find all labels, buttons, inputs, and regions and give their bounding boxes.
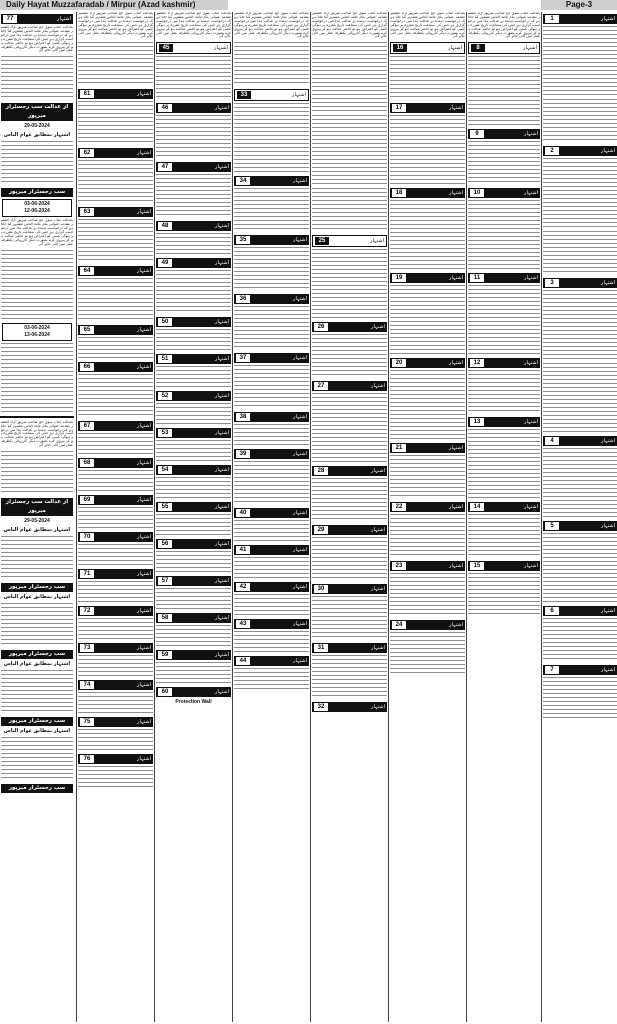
ad-number-bar: 64 اشتہار xyxy=(78,266,153,276)
text-block xyxy=(543,363,617,433)
divider xyxy=(0,416,74,418)
text-block xyxy=(312,249,387,319)
ad-number-bar: 40 اشتہار xyxy=(234,508,309,518)
text-block xyxy=(312,115,387,185)
text-block xyxy=(156,174,231,218)
ad-number-bar: 10 اشتہار xyxy=(468,188,540,198)
ad-number-bar: 21 اشتہار xyxy=(390,443,465,453)
ad-number-bar: 44 اشتہار xyxy=(234,656,309,666)
ad-number-bar: 2 اشتہار xyxy=(543,146,617,156)
sub-registrar-heading: سب رجسٹرار میرپور xyxy=(1,717,73,726)
text-block xyxy=(390,56,465,100)
text-block xyxy=(156,440,231,462)
ad-number-bar: 17 اشتہار xyxy=(390,103,465,113)
ad-number-bar: 1 اشتہار xyxy=(543,14,617,24)
ad-number-bar: 59 اشتہار xyxy=(156,650,231,660)
text-block xyxy=(234,306,309,350)
text-block xyxy=(312,188,387,232)
text-block xyxy=(1,250,73,320)
text-block xyxy=(156,329,231,351)
text-block xyxy=(234,188,309,232)
newspaper-title: Daily Hayat Muzzafaradab / Mirpur (Azad kashmir) xyxy=(0,0,228,10)
ad-number-bar: 61 اشتہار xyxy=(78,89,153,99)
text-block xyxy=(78,766,153,788)
ad-number-bar: 65 اشتہار xyxy=(78,325,153,335)
text-block xyxy=(1,536,73,580)
ad-number-bar: 42 اشتہار xyxy=(234,582,309,592)
text-block xyxy=(468,514,540,558)
ad-number-bar: 71 اشتہار xyxy=(78,569,153,579)
text-block xyxy=(468,141,540,185)
ad-number-bar: 38 اشتہار xyxy=(234,412,309,422)
text-block xyxy=(78,581,153,603)
text-block xyxy=(234,631,309,653)
text-block xyxy=(78,219,153,263)
ad-number-bar: 11 اشتہار xyxy=(468,273,540,283)
ad-number-bar: 23 اشتہار xyxy=(390,561,465,571)
hearing-dates: 03-06-2024 13-06-2024 xyxy=(2,323,72,341)
ad-number-bar: 67 اشتہار xyxy=(78,421,153,431)
office-heading: اشتہار بمطابق عوام الناس xyxy=(3,728,71,735)
text-block xyxy=(234,424,309,446)
office-heading: اشتہار بمطابق عوام الناس xyxy=(3,661,71,668)
ad-number-bar: 63 اشتہار xyxy=(78,207,153,217)
ad-number-bar: 37 اشتہار xyxy=(234,353,309,363)
ad-number-bar: 28 اشتہار xyxy=(312,466,387,476)
text-block xyxy=(156,477,231,499)
text-block xyxy=(234,557,309,579)
text-block xyxy=(156,270,231,314)
text-block xyxy=(312,596,387,640)
column-4 xyxy=(232,12,310,1022)
text-block xyxy=(1,670,73,714)
ad-number-bar: 36 اشتہار xyxy=(234,294,309,304)
ad-number-bar: 24 اشتہار xyxy=(390,620,465,630)
text-block xyxy=(78,692,153,714)
text-block xyxy=(390,514,465,558)
text-block xyxy=(543,448,617,518)
court-heading: از عدالت سب رجسٹرار میرپور xyxy=(1,103,73,121)
text-block xyxy=(390,200,465,270)
text-block xyxy=(78,618,153,640)
date: 29-05-2024 xyxy=(24,518,50,525)
sub-registrar-heading: سب رجسٹرار میرپور xyxy=(1,650,73,659)
text-block xyxy=(1,737,73,781)
ad-number-bar: 45 اشتہار xyxy=(156,42,231,54)
text-block xyxy=(1,343,73,413)
date: 29-05-2024 xyxy=(24,123,50,130)
ad-number-bar: 22 اشتہار xyxy=(390,502,465,512)
ad-number-bar: 48 اشتہار xyxy=(156,221,231,231)
ad-number-bar: 57 اشتہار xyxy=(156,576,231,586)
ad-number-bar: 76 اشتہار xyxy=(78,754,153,764)
text-block xyxy=(390,632,465,676)
ad-number-bar: 69 اشتہار xyxy=(78,495,153,505)
text-block xyxy=(78,337,153,359)
text-block xyxy=(1,603,73,647)
text-block xyxy=(543,158,617,228)
text-block xyxy=(312,334,387,378)
text-block xyxy=(543,677,617,721)
text-block xyxy=(390,285,465,355)
text-block xyxy=(78,42,153,86)
text-block xyxy=(78,160,153,204)
ad-number-bar: 50 اشتہار xyxy=(156,317,231,327)
ad-number-bar: 8 اشتہار xyxy=(468,42,540,54)
ad-number-bar: 58 اشتہار xyxy=(156,613,231,623)
column-7 xyxy=(466,12,541,1022)
ad-text: بعدالت جناب سول جج صاحب میرپور آزاد کشمیر مقدمہ عنوانی بنام عامۃ الناس مشتہر کیا جاتا ہے کہ درخواست دہندہ نے عدالت ہذا میں درخواست گزاری ہے جس کی سماعت تاریخ مقررہ پر ہوگی کسی کو اعتراض ہو تو حاضر عدالت ہو کر پیروی کرے بصورت دیگر کارروائی یکطرفہ عمل میں لائی جائے گی xyxy=(78,12,153,39)
ad-number-bar: 6 اشتہار xyxy=(543,606,617,616)
ad-number-bar: 75 اشتہار xyxy=(78,717,153,727)
text-block xyxy=(468,56,540,126)
ad-number-bar: 18 اشتہار xyxy=(390,188,465,198)
ad-text: بعدالت جناب سول جج صاحب میرپور آزاد کشمیر مقدمہ عنوانی بنام عامۃ الناس مشتہر کیا جاتا ہے کہ درخواست دہندہ نے عدالت ہذا میں درخواست گزاری ہے جس کی سماعت تاریخ مقررہ پر ہوگی کسی کو اعتراض ہو تو حاضر عدالت ہو کر پیروی کرے بصورت دیگر کارروائی یکطرفہ عمل میں لائی جائے گی xyxy=(1,25,73,53)
ad-number-bar: 52 اشتہار xyxy=(156,391,231,401)
text-block xyxy=(312,537,387,581)
text-block xyxy=(78,507,153,529)
text-block xyxy=(156,551,231,573)
ad-number-bar: 20 اشتہار xyxy=(390,358,465,368)
ad-number-bar: 4 اشتہار xyxy=(543,436,617,446)
ad-number-bar: 51 اشتہار xyxy=(156,354,231,364)
ad-number-bar: 56 اشتہار xyxy=(156,539,231,549)
text-block xyxy=(1,141,73,185)
text-block xyxy=(156,366,231,388)
ad-number-bar: 34 اشتہار xyxy=(234,176,309,186)
office-heading: اشتہار بمطابق عوام الناس xyxy=(3,527,71,534)
column-5 xyxy=(310,12,388,1022)
text-block xyxy=(156,588,231,610)
ad-number-bar: 25 اشتہار xyxy=(312,235,387,247)
text-block xyxy=(543,290,617,360)
text-block xyxy=(390,115,465,185)
ad-number-bar: 35 اشتہار xyxy=(234,235,309,245)
text-block xyxy=(468,429,540,499)
ad-number-bar: 13 اشتہار xyxy=(468,417,540,427)
ad-number-bar: 43 اشتہار xyxy=(234,619,309,629)
text-block xyxy=(543,533,617,603)
ad-number-bar: 73 اشتہار xyxy=(78,643,153,653)
ad-number-bar: 5 اشتہار xyxy=(543,521,617,531)
text-block xyxy=(156,233,231,255)
english-phrase: Protection Wall xyxy=(175,699,212,706)
ad-number-bar: 33 اشتہار xyxy=(234,89,309,101)
ad-text: بعدالت جناب سول جج صاحب میرپور آزاد کشمیر مقدمہ عنوانی بنام عامۃ الناس مشتہر کیا جاتا ہے کہ درخواست دہندہ نے عدالت ہذا میں درخواست گزاری ہے جس کی سماعت تاریخ مقررہ پر ہوگی کسی کو اعتراض ہو تو حاضر عدالت ہو کر پیروی کرے بصورت دیگر کارروائی یکطرفہ عمل میں لائی جائے گی xyxy=(156,12,231,39)
text-block xyxy=(156,514,231,536)
text-block xyxy=(156,56,231,100)
ad-number-bar: 55 اشتہار xyxy=(156,502,231,512)
text-block xyxy=(543,231,617,275)
text-block xyxy=(312,655,387,699)
ad-number-bar: 31 اشتہار xyxy=(312,643,387,653)
ad-number-bar: 62 اشتہار xyxy=(78,148,153,158)
text-block xyxy=(156,625,231,647)
text-block xyxy=(543,99,617,143)
text-block xyxy=(468,285,540,355)
ad-number-bar: 15 اشتہار xyxy=(468,561,540,571)
text-block xyxy=(543,618,617,662)
ad-number-bar: 68 اشتہار xyxy=(78,458,153,468)
ad-number-bar: 30 اشتہار xyxy=(312,584,387,594)
ad-text: بعدالت جناب سول جج صاحب میرپور آزاد کشمیر مقدمہ عنوانی بنام عامۃ الناس مشتہر کیا جاتا ہے کہ درخواست دہندہ نے عدالت ہذا میں درخواست گزاری ہے جس کی سماعت تاریخ مقررہ پر ہوگی کسی کو اعتراض ہو تو حاضر عدالت ہو کر پیروی کرے بصورت دیگر کارروائی یکطرفہ عمل میں لائی جائے گی xyxy=(234,12,309,39)
ad-number-bar: 26 اشتہار xyxy=(312,322,387,332)
sub-registrar-heading: سب رجسٹرار میرپور xyxy=(1,583,73,592)
ad-number-bar: 77 اشتہار xyxy=(1,14,73,24)
text-block xyxy=(312,478,387,522)
text-block xyxy=(78,101,153,145)
text-block xyxy=(234,103,309,173)
text-block xyxy=(234,594,309,616)
text-block xyxy=(78,544,153,566)
column-2 xyxy=(76,12,154,1022)
ad-number-bar: 19 اشتہار xyxy=(390,273,465,283)
ad-number-bar: 66 اشتہار xyxy=(78,362,153,372)
text-block xyxy=(78,433,153,455)
ad-number-bar: 49 اشتہار xyxy=(156,258,231,268)
text-block xyxy=(390,573,465,617)
text-block xyxy=(156,115,231,159)
ad-number-bar: 72 اشتہار xyxy=(78,606,153,616)
text-block xyxy=(78,374,153,418)
text-block xyxy=(312,42,387,112)
ad-number-bar: 12 اشتہار xyxy=(468,358,540,368)
ad-number-bar: 47 اشتہار xyxy=(156,162,231,172)
ad-number-bar: 14 اشتہار xyxy=(468,502,540,512)
sub-registrar-heading: سب رجسٹرار میرپور xyxy=(1,784,73,793)
office-heading: اشتہار بمطابق عوام الناس xyxy=(3,132,71,139)
ad-number-bar: 54 اشتہار xyxy=(156,465,231,475)
ad-text: بعدالت جناب سول جج صاحب میرپور آزاد کشمیر مقدمہ عنوانی بنام عامۃ الناس مشتہر کیا جاتا ہے کہ درخواست دہندہ نے عدالت ہذا میں درخواست گزاری ہے جس کی سماعت تاریخ مقررہ پر ہوگی کسی کو اعتراض ہو تو حاضر عدالت ہو کر پیروی کرے بصورت دیگر کارروائی یکطرفہ عمل میں لائی جائے گی xyxy=(312,12,387,39)
text-block xyxy=(468,573,540,617)
ad-number-bar: 41 اشتہار xyxy=(234,545,309,555)
text-block xyxy=(78,729,153,751)
court-heading: از عدالت سب رجسٹرار میرپور xyxy=(1,498,73,516)
column-1 xyxy=(0,12,74,1022)
ad-number-bar: 27 اشتہار xyxy=(312,381,387,391)
ad-number-bar: 9 اشتہار xyxy=(468,129,540,139)
text-block xyxy=(234,668,309,690)
text-block xyxy=(234,247,309,291)
ad-number-bar: 32 اشتہار xyxy=(312,702,387,712)
column-3 xyxy=(154,12,232,1022)
ad-text: بعدالت جناب سول جج صاحب میرپور آزاد کشمیر مقدمہ عنوانی بنام عامۃ الناس مشتہر کیا جاتا ہے کہ درخواست دہندہ نے عدالت ہذا میں درخواست گزاری ہے جس کی سماعت تاریخ مقررہ پر ہوگی کسی کو اعتراض ہو تو حاضر عدالت ہو کر پیروی کرے بصورت دیگر کارروائی یکطرفہ عمل میں لائی جائے گی xyxy=(1,218,73,246)
text-block xyxy=(468,200,540,270)
ad-number-bar: 46 اشتہار xyxy=(156,103,231,113)
column-6 xyxy=(388,12,466,1022)
ad-text: بعدالت جناب سول جج صاحب میرپور آزاد کشمیر مقدمہ عنوانی بنام عامۃ الناس مشتہر کیا جاتا ہے کہ درخواست دہندہ نے عدالت ہذا میں درخواست گزاری ہے جس کی سماعت تاریخ مقررہ پر ہوگی کسی کو اعتراض ہو تو حاضر عدالت ہو کر پیروی کرے بصورت دیگر کارروائی یکطرفہ عمل میں لائی جائے گی xyxy=(390,12,465,39)
ad-number-bar: 60 اشتہار xyxy=(156,687,231,697)
text-block xyxy=(156,662,231,684)
ad-number-bar: 7 اشتہار xyxy=(543,665,617,675)
ad-number-bar: 70 اشتہار xyxy=(78,532,153,542)
ad-number-bar: 29 اشتہار xyxy=(312,525,387,535)
text-block xyxy=(234,42,309,86)
text-block xyxy=(1,451,73,495)
text-block xyxy=(543,26,617,96)
hearing-dates: 03-06-2024 12-06-2024 xyxy=(2,199,72,217)
office-heading: اشتہار بمطابق عوام الناس xyxy=(3,594,71,601)
text-block xyxy=(156,403,231,425)
ad-number-bar: 16 اشتہار xyxy=(390,42,465,54)
text-block xyxy=(1,56,73,100)
masthead xyxy=(0,0,617,10)
ad-number-bar: 3 اشتہار xyxy=(543,278,617,288)
column-8 xyxy=(541,12,617,1022)
sub-registrar-heading: سب رجسٹرار میرپور xyxy=(1,188,73,197)
text-block xyxy=(312,393,387,463)
text-block xyxy=(390,455,465,499)
ad-number-bar: 39 اشتہار xyxy=(234,449,309,459)
text-block xyxy=(78,470,153,492)
text-block xyxy=(78,278,153,322)
ad-text: بعدالت جناب سول جج صاحب میرپور آزاد کشمیر مقدمہ عنوانی بنام عامۃ الناس مشتہر کیا جاتا ہے کہ درخواست دہندہ نے عدالت ہذا میں درخواست گزاری ہے جس کی سماعت تاریخ مقررہ پر ہوگی کسی کو اعتراض ہو تو حاضر عدالت ہو کر پیروی کرے بصورت دیگر کارروائی یکطرفہ عمل میں لائی جائے گی xyxy=(468,12,540,39)
page-number: Page-3 xyxy=(541,0,617,10)
text-block xyxy=(468,370,540,414)
text-block xyxy=(390,370,465,440)
text-block xyxy=(234,365,309,409)
ad-number-bar: 53 اشتہار xyxy=(156,428,231,438)
ad-number-bar: 74 اشتہار xyxy=(78,680,153,690)
ad-text: بعدالت جناب سول جج صاحب میرپور آزاد کشمیر مقدمہ عنوانی بنام عامۃ الناس مشتہر کیا جاتا ہے کہ درخواست دہندہ نے عدالت ہذا میں درخواست گزاری ہے جس کی سماعت تاریخ مقررہ پر ہوگی کسی کو اعتراض ہو تو حاضر عدالت ہو کر پیروی کرے بصورت دیگر کارروائی یکطرفہ عمل میں لائی جائے گی xyxy=(1,419,73,448)
text-block xyxy=(234,461,309,505)
text-block xyxy=(234,520,309,542)
text-block xyxy=(78,655,153,677)
